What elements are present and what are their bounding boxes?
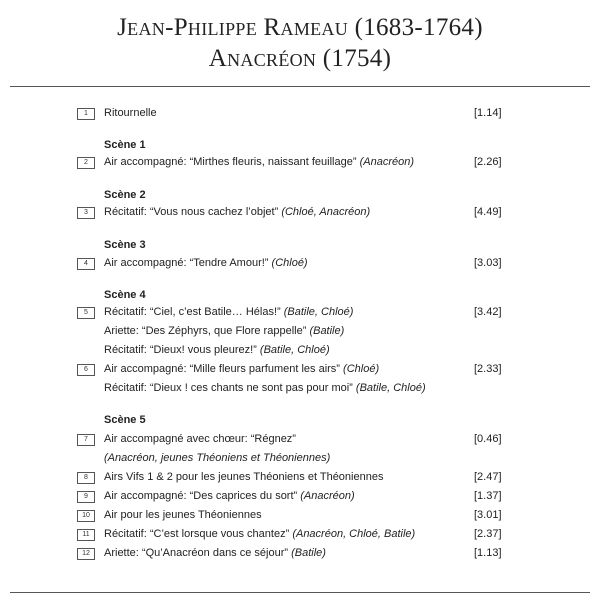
track-row [0,544,600,563]
composer-name: Jean-Philippe Rameau [117,14,349,41]
track-number-box: 10 [77,510,95,522]
track-row [0,360,600,379]
track-duration: [3.01] [474,509,502,521]
track-title: Récitatif: “Dieux! vous pleurez!” (Batile, Chloé) [104,344,330,356]
track-row [0,379,600,398]
track-number-box: 5 [77,307,95,319]
scene-heading: Scène 4 [104,289,146,301]
scene-heading: Scène 3 [104,239,146,251]
track-roles: (Chloé) [343,363,380,375]
track-row [0,153,600,172]
scene-heading: Scène 2 [104,189,146,201]
track-number-box: 8 [77,472,95,484]
track-duration: [4.49] [474,206,502,218]
scene-heading: Scène 1 [104,139,146,151]
track-roles: (Anacréon, jeunes Théoniens et Théoniennes) [104,452,331,464]
track-title: Récitatif: “Dieux ! ces chants ne sont pas pour moi” (Batile, Chloé) [104,382,426,394]
track-row [0,203,600,222]
track-duration: [2.33] [474,363,502,375]
track-title: Ariette: “Qu’Anacréon dans ce séjour” (Batile) [104,547,326,559]
track-row [0,430,600,449]
track-duration: [1.37] [474,490,502,502]
track-title: Récitatif: “Ciel, c’est Batile… Hélas!” (Batile, Chloé) [104,306,354,318]
track-duration: [3.42] [474,306,502,318]
track-number-box: 11 [77,529,95,541]
track-row [0,487,600,506]
track-title: Air accompagné: “Mirthes fleuris, naissant feuillage” (Anacréon) [104,156,414,168]
track-row [0,341,600,360]
scene-heading: Scène 5 [104,414,146,426]
track-roles: (Anacréon) [359,156,414,168]
track-number-box: 6 [77,364,95,376]
track-row [0,104,600,123]
track-number-box: 12 [77,548,95,560]
track-title: Récitatif: “Vous nous cachez l’objet” (Chloé, Anacréon) [104,206,371,218]
track-duration: [2.37] [474,528,502,540]
track-roles: (Chloé, Anacréon) [281,206,371,218]
track-roles: (Anacréon) [300,490,355,502]
track-row [0,468,600,487]
track-number-box: 4 [77,258,95,270]
track-title: Air accompagné: “Tendre Amour!” (Chloé) [104,257,308,269]
track-duration: [3.03] [474,257,502,269]
track-number-box: 1 [77,108,95,120]
track-duration: [2.26] [474,156,502,168]
track-roles: (Batile, Chloé) [259,344,330,356]
track-row [0,303,600,322]
track-title: Air pour les jeunes Théoniennes [104,509,262,521]
track-number-box: 2 [77,157,95,169]
track-title: Air accompagné avec chœur: “Régnez” [104,433,296,445]
track-roles: (Anacréon, Chloé, Batile) [292,528,416,540]
track-duration: [1.13] [474,547,502,559]
track-title: Récitatif: “C’est lorsque vous chantez” (Anacréon, Chloé, Batile) [104,528,416,540]
bottom-divider [10,592,590,593]
track-roles: (Batile, Chloé) [355,382,426,394]
track-number-box: 9 [77,491,95,503]
composer-dates: (1683-1764) [354,14,483,41]
track-number-box: 7 [77,434,95,446]
track-number-box: 3 [77,207,95,219]
work-title: Anacréon [208,45,317,72]
track-roles: (Batile, Chloé) [283,306,354,318]
track-row [0,254,600,273]
track-title: Ariette: “Des Zéphyrs, que Flore rappelle” (Batile) [104,325,345,337]
track-roles: (Batile) [291,547,326,559]
track-title: Air accompagné: “Des caprices du sort” (Anacréon) [104,490,355,502]
track-title: Air accompagné: “Mille fleurs parfument les airs” (Chloé) [104,363,380,375]
work-year: (1754) [322,45,392,72]
track-row [0,449,600,468]
track-duration: [0.46] [474,433,502,445]
track-row [0,506,600,525]
track-duration: [2.47] [474,471,502,483]
track-roles: (Chloé) [271,257,308,269]
track-title: Ritournelle [104,107,157,119]
track-row [0,322,600,341]
track-duration: [1.14] [474,107,502,119]
track-roles: (Batile) [309,325,345,337]
track-row [0,525,600,544]
track-title: Airs Vifs 1 & 2 pour les jeunes Théoniens et Théoniennes [104,471,384,483]
track-title [104,449,330,468]
